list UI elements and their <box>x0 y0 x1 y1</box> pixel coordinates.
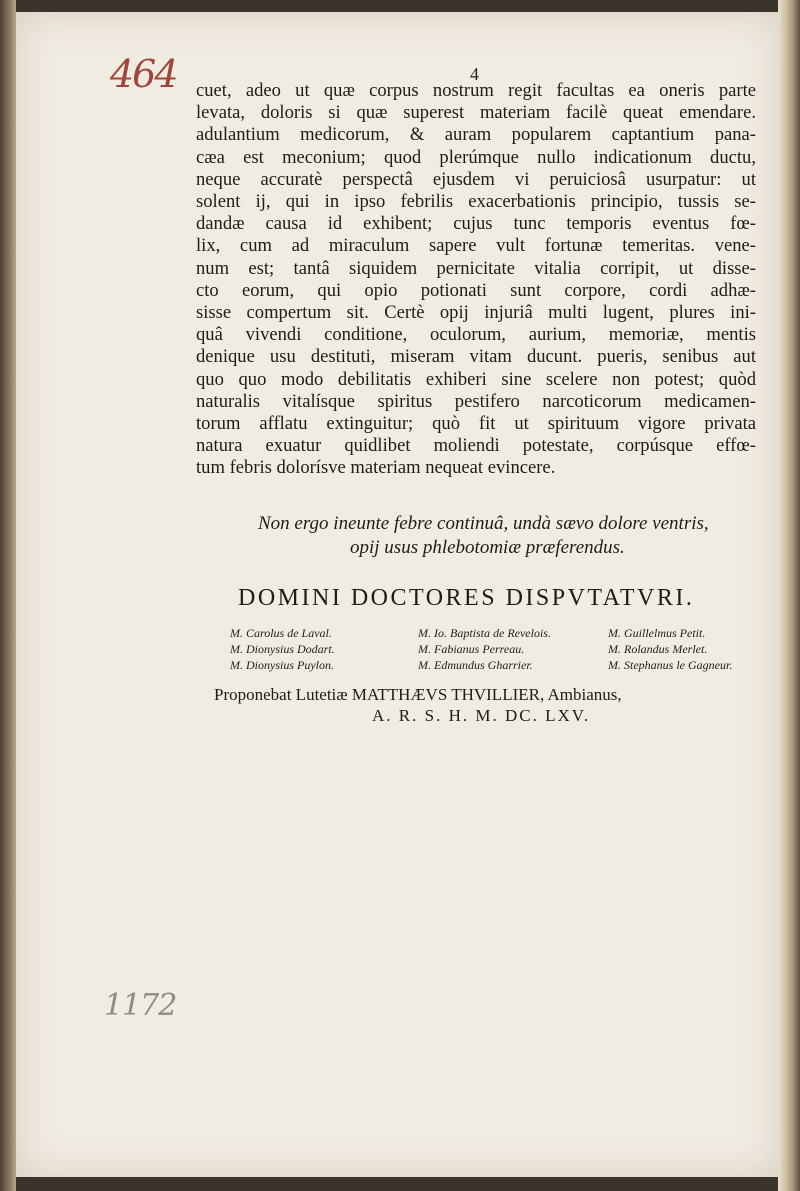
body-line: sisse compertum sit. Certè opij injuriâ multi lugent, plures ini- <box>196 302 756 324</box>
conclusion-line-2: opij usus phlebotomiæ præferendus. <box>350 537 625 558</box>
doctor-name: M. Rolandus Merlet. <box>608 642 708 656</box>
body-paragraph <box>196 80 756 480</box>
body-line: dandæ causa id exhibent; cujus tunc temporis eventus fœ- <box>196 213 756 235</box>
body-line: levata, doloris si quæ superest materiam facilè queat emendare. <box>196 102 756 124</box>
doctors-heading: DOMINI DOCTORES DISPVTATVRI. <box>238 585 695 611</box>
body-line: torum afflatu extinguitur; quò fit ut spirituum vigore privata <box>196 413 756 435</box>
doctor-name: M. Dionysius Dodart. <box>230 642 335 656</box>
doctor-name: M. Stephanus le Gagneur. <box>608 658 733 672</box>
page-number: 4 <box>470 64 479 84</box>
doctor-name: M. Dionysius Puylon. <box>230 658 334 672</box>
doctor-name: M. Edmundus Gharrier. <box>418 658 533 672</box>
body-line: lix, cum ad miraculum sapere vult fortunæ temeritas. vene- <box>196 235 756 257</box>
doctor-name: M. Io. Baptista de Revelois. <box>418 626 551 640</box>
body-line: quâ vivendi conditione, oculorum, aurium, memoriæ, mentis <box>196 324 756 346</box>
body-line: neque accuratè perspectâ ejusdem vi peruiciosâ usurpatur: ut <box>196 168 756 190</box>
body-line: naturalis vitalísque spiritus pestifero narcoticorum medicamen- <box>196 390 756 412</box>
doctor-name: M. Carolus de Laval. <box>230 626 332 640</box>
proposer-block <box>214 684 774 726</box>
conclusion-line-1: Non ergo ineunte febre continuâ, undà sævo dolore ventris, <box>258 513 709 534</box>
body-line: denique usu destituti, miseram vitam ducunt. pueris, senibus aut <box>196 346 756 368</box>
body-line: cuet, adeo ut quæ corpus nostrum regit facultas ea oneris parte <box>196 80 756 101</box>
body-line: quo quo modo debilitatis exhiberi sine scelere non potest; quòd <box>196 368 756 390</box>
pencil-annotation: 1172 <box>104 988 177 1023</box>
body-line: cæa est meconium; quod plerúmque nullo indicationum ductu, <box>196 146 756 168</box>
doctors-list <box>230 626 770 673</box>
body-line: solent ij, qui in ipso febrilis exacerbationis principio, tussis se- <box>196 191 756 213</box>
proposer-line: Proponebat Lutetiæ MATTHÆVS THVILLIER, Ambianus, <box>214 685 622 704</box>
body-line: cto eorum, qui opio potionati sunt corpore, cordi adhæ- <box>196 279 756 301</box>
handwritten-folio-number: 464 <box>110 52 177 96</box>
doctor-name: M. Fabianus Perreau. <box>418 642 525 656</box>
page-stack-edge <box>778 0 800 1191</box>
body-line: natura exuatur quidlibet moliendi potestate, corpúsque effœ- <box>196 435 756 457</box>
proposer-date: A. R. S. H. M. DC. LXV. <box>372 706 591 725</box>
book-binding-edge <box>0 0 16 1191</box>
body-line: adulantium medicorum, & auram popularem captantium pana- <box>196 124 756 146</box>
body-line: tum febris dolorísve materiam nequeat evincere. <box>196 457 556 479</box>
doctor-name: M. Guillelmus Petit. <box>608 626 706 640</box>
thesis-conclusion <box>200 512 760 560</box>
body-line: num est; tantâ siquidem pernicitate vitalia corripit, ut disse- <box>196 257 756 279</box>
